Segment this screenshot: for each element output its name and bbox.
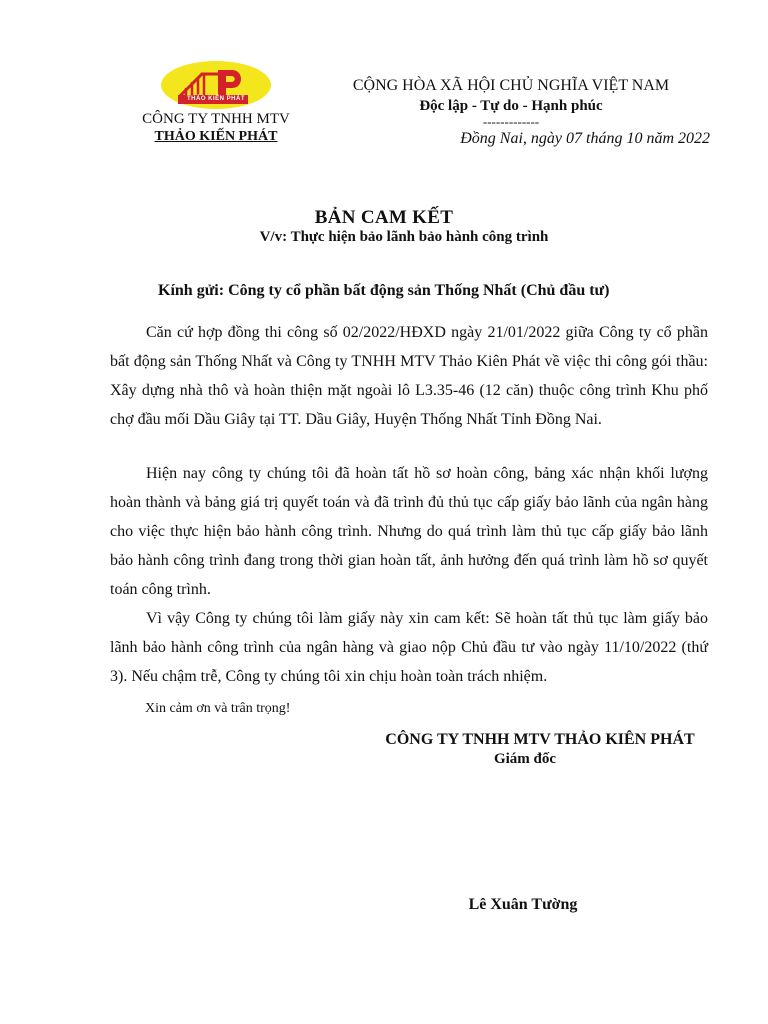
recipient-line: Kính gửi: Công ty cổ phần bất động sản Thống Nhất (Chủ đầu tư) [158,282,610,299]
logo-text: THẢO KIẾN PHÁT [187,96,245,102]
date-location: Đồng Nai, ngày 07 tháng 10 năm 2022 [460,130,710,147]
signature-company: CÔNG TY TNHH MTV THẢO KIÊN PHÁT [385,731,695,748]
signature-position: Giám đốc [493,751,557,767]
company-header [118,110,314,146]
body-paragraph-2: Hiện nay công ty chúng tôi đã hoàn tất hồ sơ hoàn công, bảng xác nhận khối lượng hoàn thành và bảng giá trị quyết toán và đã trình đủ thủ tục cấp giấy bảo lãnh của ngân hàng cho việc thực hiện bảo hành công trình. Nhưng do quá trình làm thủ tục cấp giấy bảo lãnh bảo hành công trình đang trong thời gian hoàn tất, ảnh hưởng đến quá trình làm hồ sơ quyết toán công trình. [110,465,708,598]
company-logo [160,60,272,110]
national-motto [320,76,702,128]
national-motto-line1: CỘNG HÒA XÃ HỘI CHỦ NGHĨA VIỆT NAM [352,77,670,94]
closing-thanks: Xin cảm ơn và trân trọng! [145,701,291,716]
company-name-line2: THẢO KIẾN PHÁT [154,129,278,144]
body-paragraph-3: Vì vậy Công ty chúng tôi làm giấy này xin cam kết: Sẽ hoàn tất thủ tục làm giấy bảo lãnh bảo hành công trình của ngân hàng và giao nộp Chủ đầu tư vào ngày 11/10/2022 (thứ 3). Nếu chậm trễ, Công ty chúng tôi xin chịu hoàn toàn trách nhiệm. [110,610,708,685]
national-motto-line2: Độc lập - Tự do - Hạnh phúc [419,98,603,114]
document-subtitle: V/v: Thực hiện bảo lãnh bảo hành công trình [259,229,549,245]
company-name-line1: CÔNG TY TNHH MTV [142,111,290,127]
signature-name: Lê Xuân Tường [468,896,578,913]
motto-separator: ------------- [482,114,540,129]
body-paragraph-1: Căn cứ hợp đồng thi công số 02/2022/HĐXD ngày 21/01/2022 giữa Công ty cổ phần bất động sản Thống Nhất và Công ty TNHH MTV Thảo Kiên Phát về việc thi công gói thầu: Xây dựng nhà thô và hoàn thiện mặt ngoài lô L3.35-46 (12 căn) thuộc công trình Khu phố chợ đầu mối Dầu Giây tại TT. Dầu Giây, Huyện Thống Nhất Tỉnh Đồng Nai. [110,324,708,428]
logo-emblem-icon [160,60,272,110]
document-title: BẢN CAM KẾT [314,207,454,228]
